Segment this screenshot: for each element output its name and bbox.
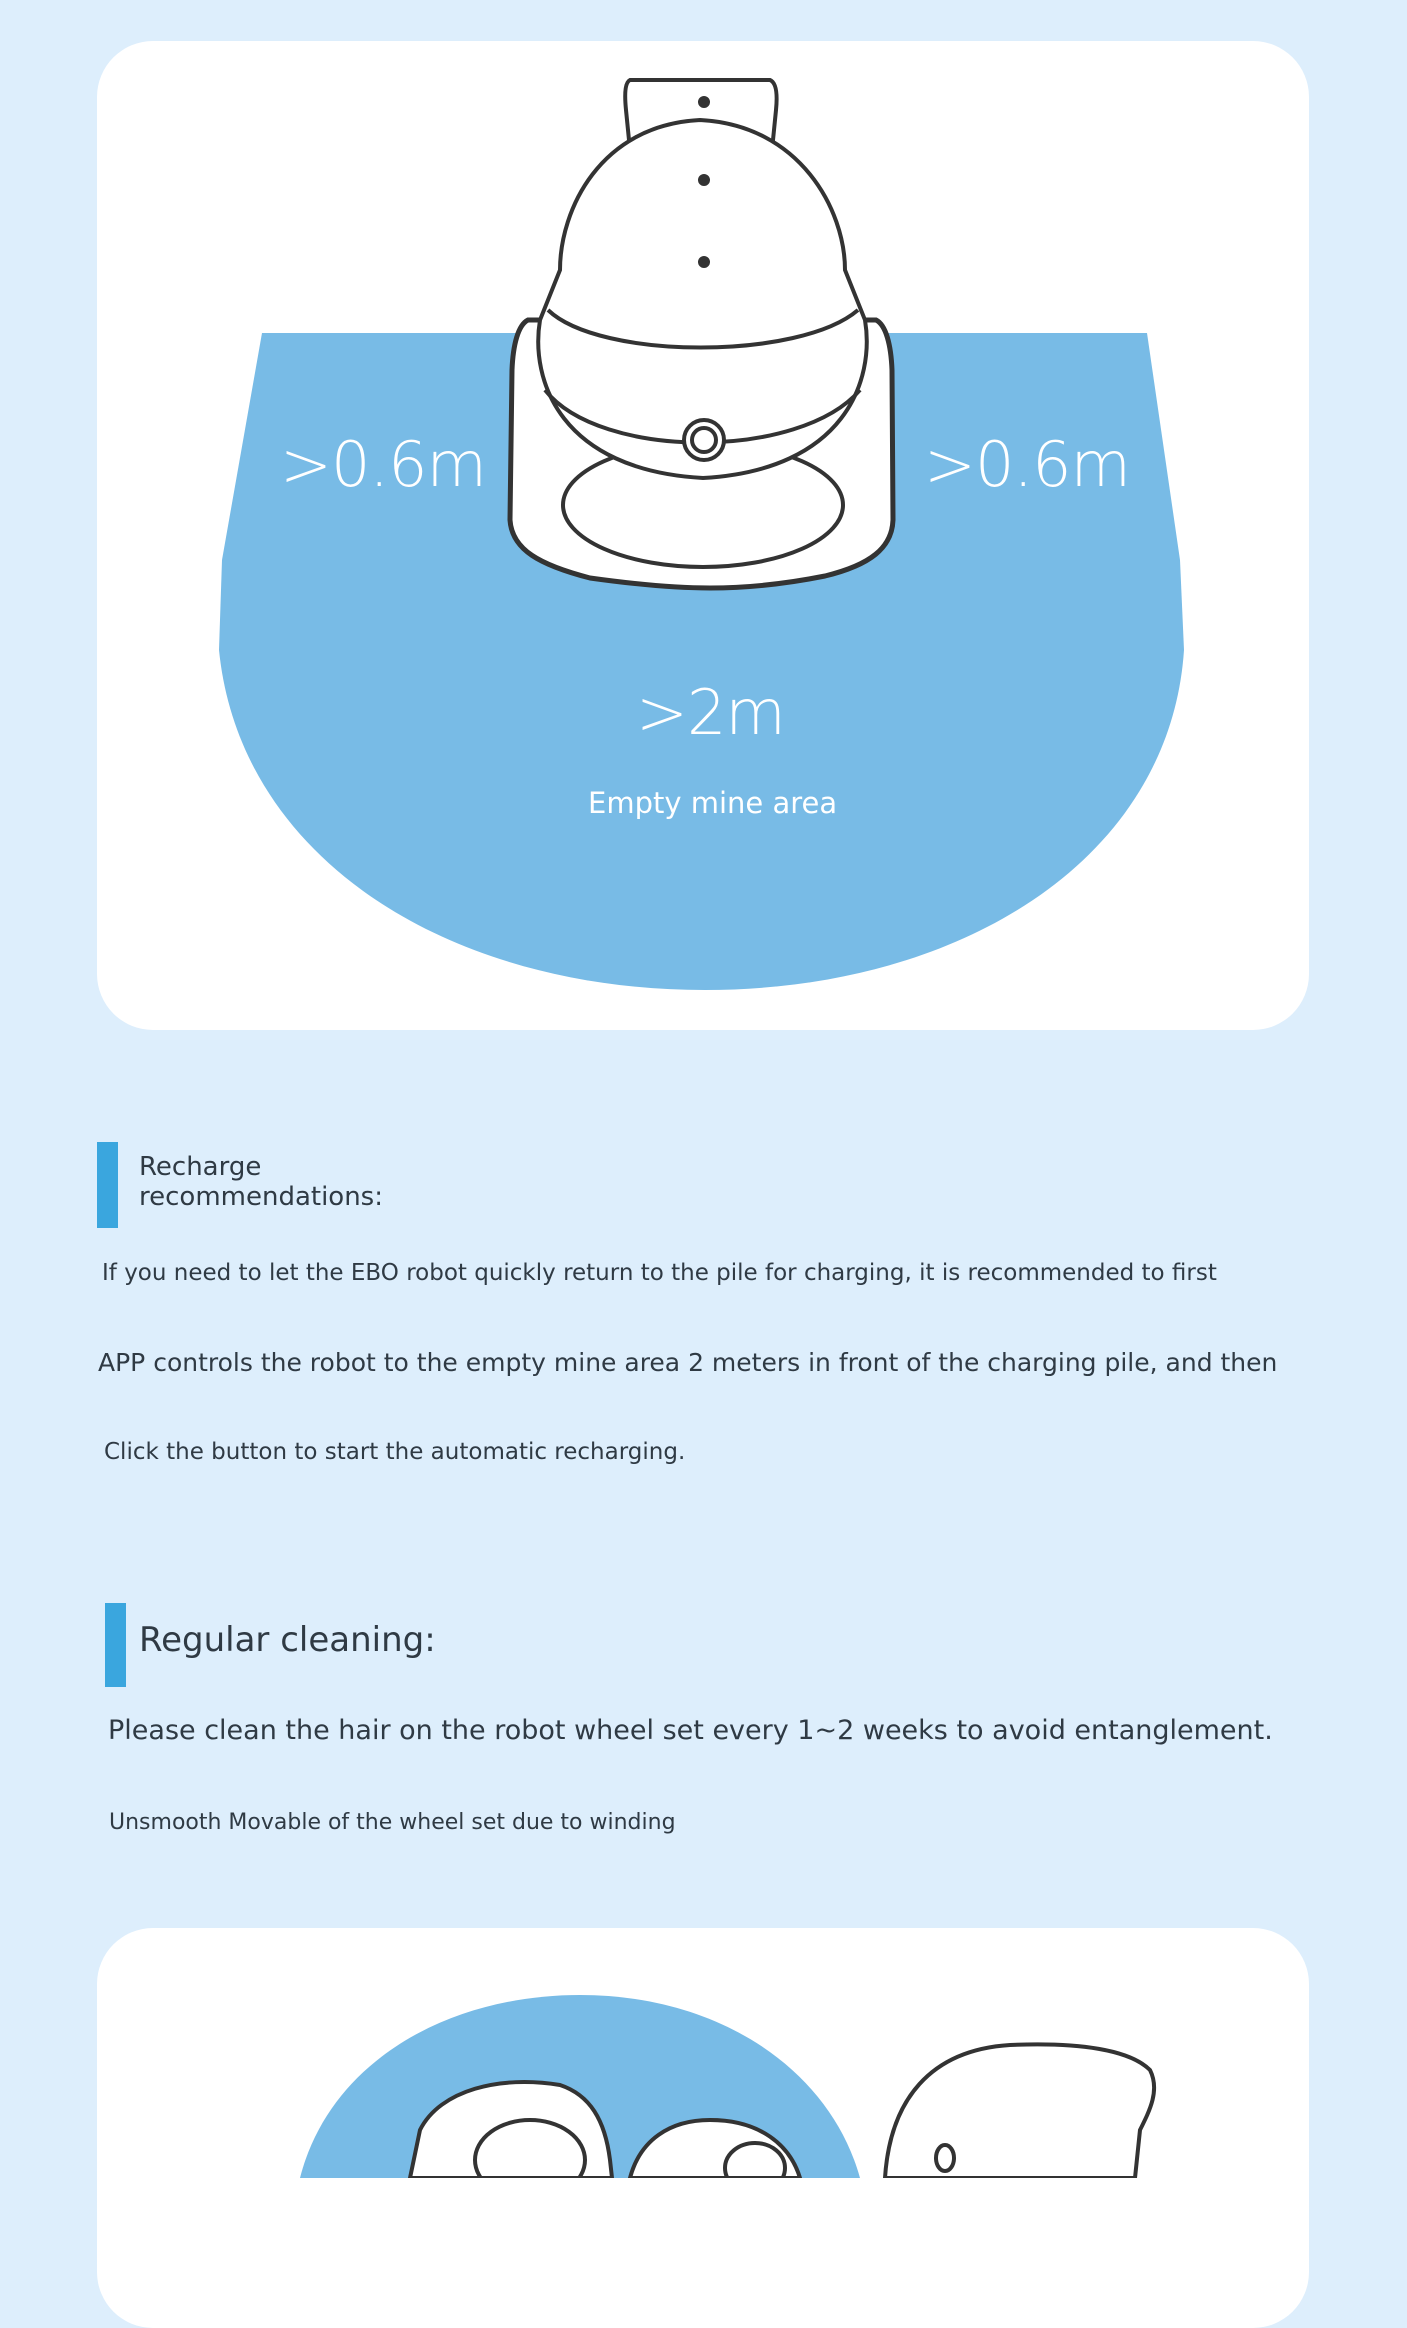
cleaning-section-bar <box>105 1603 126 1687</box>
wheel-illustration-card <box>97 1928 1309 2328</box>
recharge-section-bar <box>97 1142 118 1228</box>
front-clearance-label: >2m <box>636 676 785 749</box>
empty-area-label: Empty mine area <box>588 786 838 820</box>
left-clearance-label: >0.6m <box>280 428 486 501</box>
cleaning-line-2: Unsmooth Movable of the wheel set due to winding <box>109 1810 676 1835</box>
recharge-section-title: Recharge recommendations: <box>139 1152 383 1212</box>
charging-clearance-diagram <box>0 0 1407 1040</box>
recharge-line-3: Click the button to start the automatic recharging. <box>104 1439 686 1465</box>
cleaning-section-title: Regular cleaning: <box>139 1620 436 1660</box>
robot-icon <box>538 80 867 478</box>
recharge-line-1: If you need to let the EBO robot quickly return to the pile for charging, it is recommended to first <box>102 1260 1217 1286</box>
recharge-line-2: APP controls the robot to the empty mine area 2 meters in front of the charging pile, and then <box>98 1348 1278 1377</box>
right-clearance-label: >0.6m <box>924 428 1130 501</box>
cleaning-line-1: Please clean the hair on the robot wheel set every 1~2 weeks to avoid entanglement. <box>108 1715 1273 1746</box>
